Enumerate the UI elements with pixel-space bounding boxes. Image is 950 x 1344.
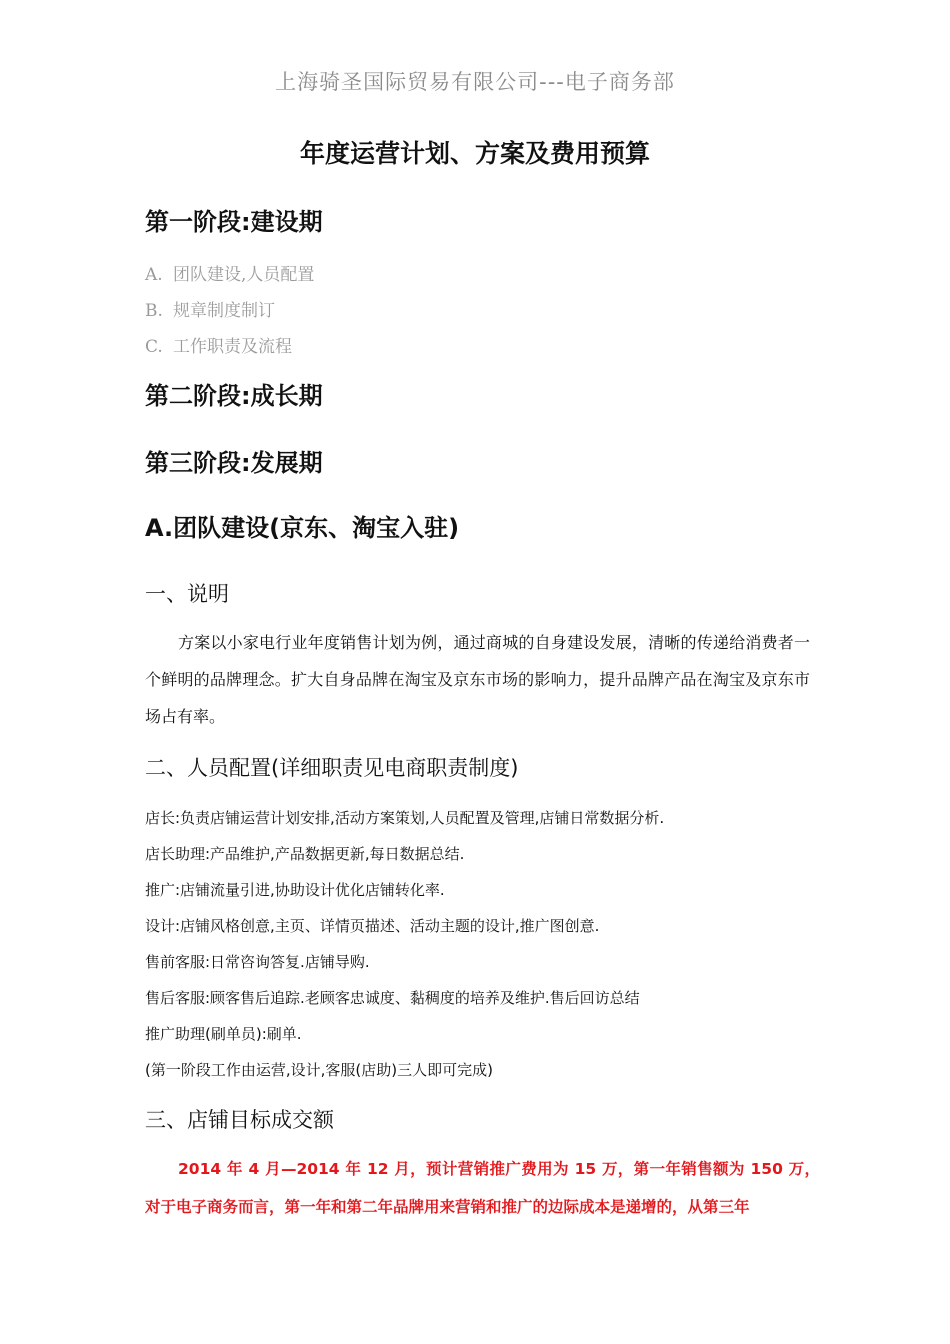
staffing-item: 推广:店铺流量引进,协助设计优化店铺转化率.	[145, 881, 445, 899]
section-a-heading: A.团队建设(京东、淘宝入驻)	[145, 514, 460, 542]
staffing-item: 售前客服:日常咨询答复.店铺导购.	[145, 953, 370, 971]
outline-text: 规章制度制订	[173, 301, 275, 321]
outline-item	[145, 260, 314, 285]
outline-letter: C.	[145, 337, 163, 357]
stage-3-heading: 第三阶段:发展期	[145, 449, 323, 477]
staffing-item: 设计:店铺风格创意,主页、详情页描述、活动主题的设计,推广图创意.	[145, 917, 600, 935]
outline-item	[145, 332, 292, 357]
subsection-description-heading: 一、说明	[145, 582, 229, 606]
stage-2-heading: 第二阶段:成长期	[145, 382, 323, 410]
description-paragraph: 方案以小家电行业年度销售计划为例，通过商城的自身建设发展，清晰的传递给消费者一个鲜明的品牌理念。扩大自身品牌在淘宝及京东市场的影响力，提升品牌产品在淘宝及京东市场占有率。	[145, 633, 810, 726]
document-title: 年度运营计划、方案及费用预算	[299, 139, 650, 168]
staffing-note: (第一阶段工作由运营,设计,客服(店助)三人即可完成)	[145, 1061, 493, 1079]
subsection-target-heading: 三、店铺目标成交额	[145, 1108, 334, 1132]
stage-1-heading: 第一阶段:建设期	[145, 208, 323, 236]
staffing-list	[145, 800, 825, 1088]
company-header: 上海骑圣国际贸易有限公司---电子商务部	[275, 70, 675, 94]
target-highlight-paragraph: 2014 年 4 月—2014 年 12 月，预计营销推广费用为 15 万，第一年销售额为 150 万，对于电子商务而言，第一年和第二年品牌用来营销和推广的边际成本是递增的，从第三年	[145, 1160, 820, 1216]
staffing-item: 售后客服:顾客售后追踪.老顾客忠诚度、黏稠度的培养及维护.售后回访总结	[145, 989, 640, 1007]
outline-letter: B.	[145, 301, 163, 321]
outline-item	[145, 296, 275, 321]
staffing-item: 店长助理:产品维护,产品数据更新,每日数据总结.	[145, 845, 465, 863]
staffing-item: 推广助理(刷单员):刷单.	[145, 1025, 302, 1043]
outline-letter: A.	[145, 265, 163, 285]
subsection-staffing-heading: 二、人员配置(详细职责见电商职责制度)	[145, 756, 519, 780]
outline-text: 团队建设,人员配置	[173, 265, 315, 285]
outline-text: 工作职责及流程	[173, 337, 292, 357]
staffing-item: 店长:负责店铺运营计划安排,活动方案策划,人员配置及管理,店铺日常数据分析.	[145, 809, 665, 827]
